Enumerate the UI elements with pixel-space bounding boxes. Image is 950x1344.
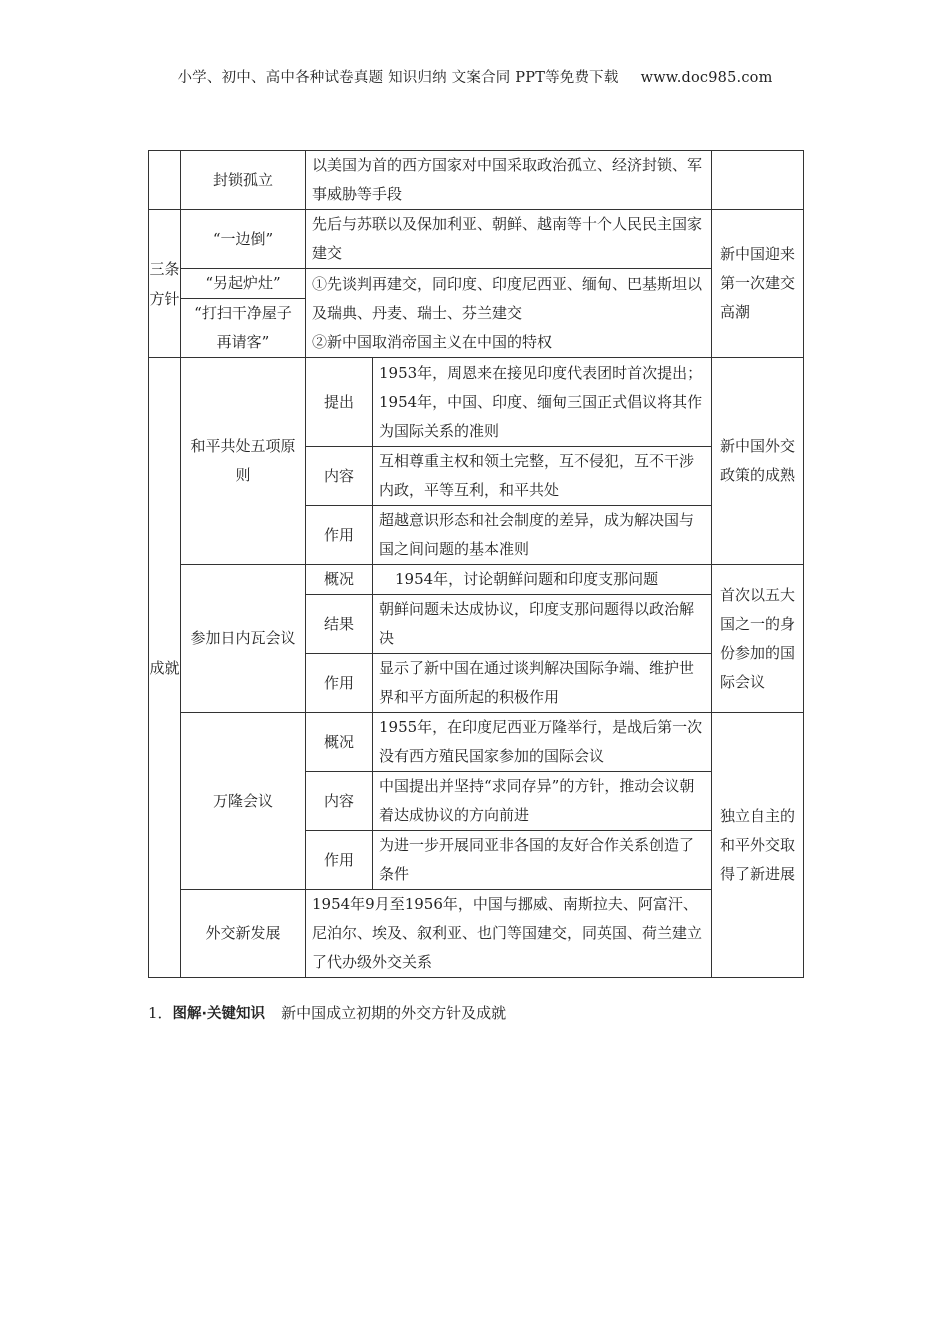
policy-label-new-stove: “另起炉灶” [181,269,306,299]
row-label-five-principles: 和平共处五项原则 [181,358,306,565]
policy-23-line-1: ①先谈判再建交，同印度、印度尼西亚、缅甸、巴基斯坦以及瑞典、丹麦、瑞士、芬兰建交 [312,274,703,322]
cell-blockade-content: 以美国为首的西方国家对中国采取政治孤立、经济封锁、军事威胁等手段 [306,151,712,210]
policy-label-clean-house: “打扫干净屋子再请客” [181,299,306,358]
policy-23-line-2: ②新中国取消帝国主义在中国的特权 [312,332,553,351]
group-label-policies: 三条方针 [149,210,181,358]
table-row [149,713,804,772]
cell-geneva-result: 首次以五大国之一的身份参加的国际会议 [712,565,804,713]
table-row [149,210,804,269]
section-caption [148,1002,506,1023]
page-header [0,66,950,87]
sub-label-effect: 作用 [306,831,373,890]
cell-policies-result: 新中国迎来第一次建交高潮 [712,210,804,358]
caption-text: 新中国成立初期的外交方针及成就 [281,1004,507,1022]
sub-label-outcome: 结果 [306,595,373,654]
cell-geneva-overview: 1954年，讨论朝鲜问题和印度支那问题 [373,565,712,595]
row-label-blockade: 封锁孤立 [181,151,306,210]
diplomacy-table [148,150,804,978]
row-label-new-development: 外交新发展 [181,890,306,978]
sub-label-overview: 概况 [306,713,373,772]
sub-label-content: 内容 [306,447,373,506]
cell-bandung-content: 中国提出并坚持“求同存异”的方针，推动会议朝着达成协议的方向前进 [373,772,712,831]
cell-five-principles-result: 新中国外交政策的成熟 [712,358,804,565]
group-label-achievements: 成就 [149,358,181,978]
sub-label-content: 内容 [306,772,373,831]
cell-new-development-content: 1954年9月至1956年，中国与挪威、南斯拉夫、阿富汗、尼泊尔、埃及、叙利亚、也门等国建交，同英国、荷兰建立了代办级外交关系 [306,890,712,978]
row-label-bandung: 万隆会议 [181,713,306,890]
table-row [149,565,804,595]
cell-five-principles-content: 互相尊重主权和领土完整，互不侵犯，互不干涉内政，平等互利，和平共处 [373,447,712,506]
sub-label-proposal: 提出 [306,358,373,447]
cell-late-result: 独立自主的和平外交取得了新进展 [712,713,804,978]
cell-geneva-outcome: 朝鲜问题未达成协议，印度支那问题得以政治解决 [373,595,712,654]
cell-five-principles-proposal: 1953年，周恩来在接见印度代表团时首次提出；1954年，中国、印度、缅甸三国正式倡议将其作为国际关系的准则 [373,358,712,447]
header-text: 小学、初中、高中各种试卷真题 知识归纳 文案合同 PPT等免费下载 [177,70,619,86]
table-row [149,151,804,210]
caption-number: 1． [148,1004,173,1022]
caption-bold-title: 图解·关键知识 [172,1006,266,1022]
cell-policy-23-content [306,269,712,358]
cell-geneva-effect: 显示了新中国在通过谈判解决国际争端、维护世界和平方面所起的积极作用 [373,654,712,713]
empty-cell [149,151,181,210]
sub-label-overview: 概况 [306,565,373,595]
table-row [149,269,804,299]
policy-label-lean-one-side: “一边倒” [181,210,306,269]
table-row [149,890,804,978]
row-label-geneva: 参加日内瓦会议 [181,565,306,713]
sub-label-effect: 作用 [306,506,373,565]
cell-blockade-result [712,151,804,210]
cell-bandung-effect: 为进一步开展同亚非各国的友好合作关系创造了条件 [373,831,712,890]
cell-bandung-overview: 1955年，在印度尼西亚万隆举行，是战后第一次没有西方殖民国家参加的国际会议 [373,713,712,772]
sub-label-effect: 作用 [306,654,373,713]
cell-five-principles-effect: 超越意识形态和社会制度的差异，成为解决国与国之间问题的基本准则 [373,506,712,565]
cell-policy-1-content: 先后与苏联以及保加利亚、朝鲜、越南等十个人民民主国家建交 [306,210,712,269]
header-site-link[interactable]: www.doc985.com [640,70,773,86]
table-row [149,358,804,447]
